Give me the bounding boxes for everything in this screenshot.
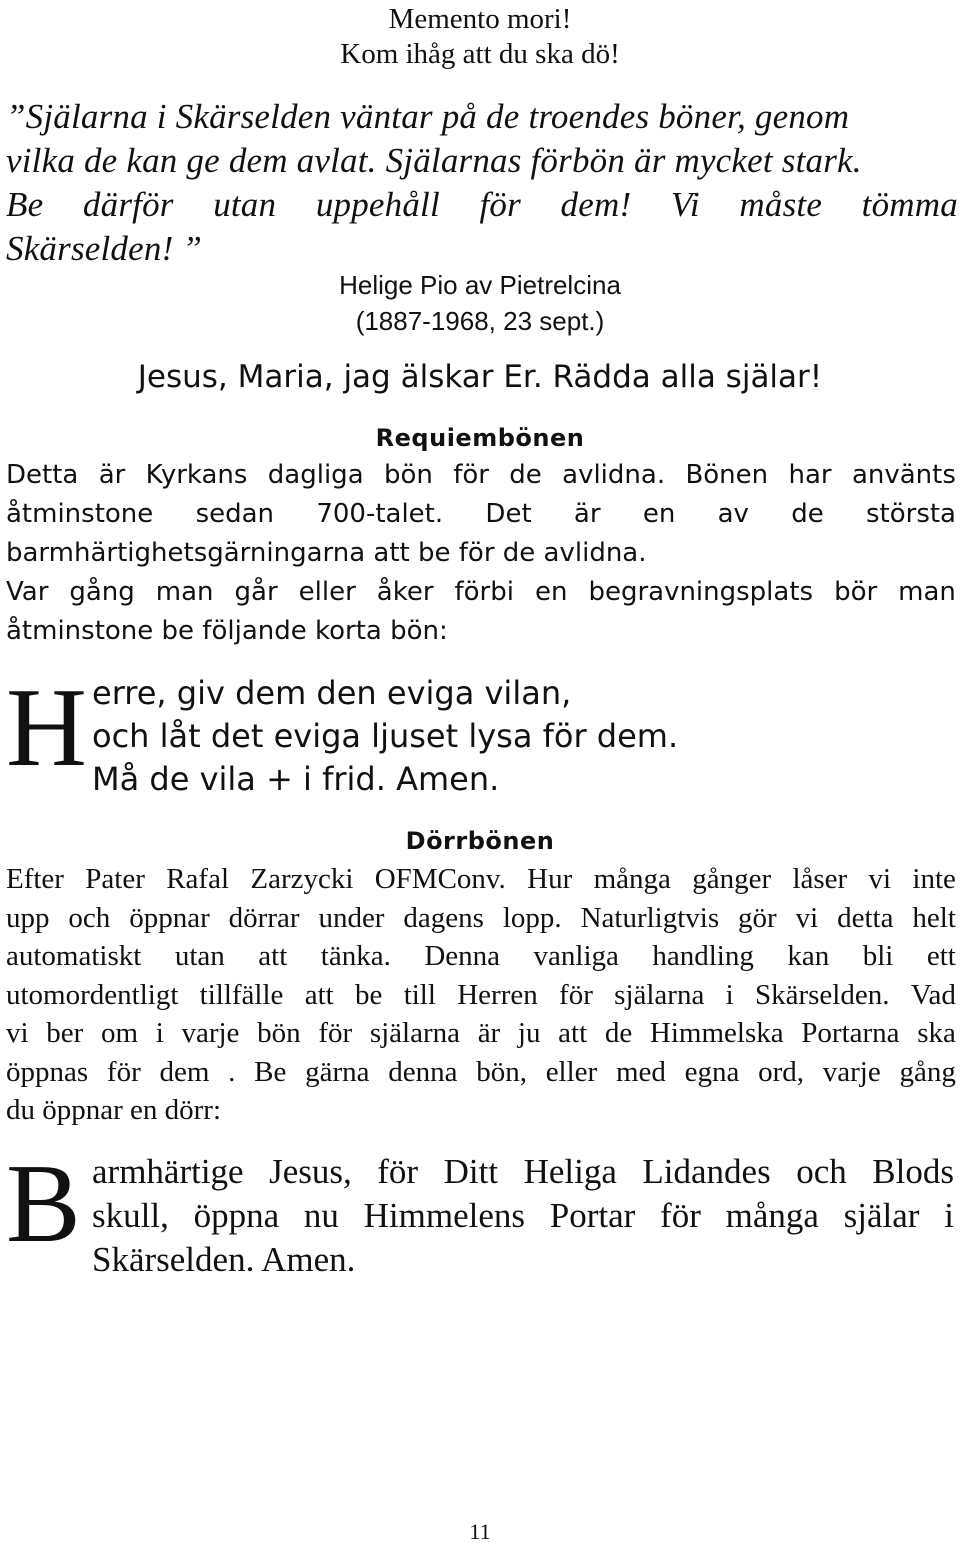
word: gånger <box>692 863 772 895</box>
word: har <box>788 460 832 490</box>
word: Rafal <box>166 863 230 895</box>
word: nu <box>303 1196 339 1235</box>
word: ska <box>917 1017 956 1049</box>
word: upp <box>6 901 50 934</box>
door-line <box>6 860 956 899</box>
word: handling <box>652 940 754 972</box>
word: tänka. <box>320 940 391 972</box>
word: största <box>865 499 956 529</box>
door-line-last: du öppnar en dörr: <box>6 1094 222 1126</box>
word: själar <box>843 1196 920 1235</box>
word: att <box>304 978 334 1011</box>
word: . <box>228 1055 236 1088</box>
word: Himmelens <box>363 1196 525 1235</box>
word: man <box>155 577 214 607</box>
word: ju <box>517 1017 541 1049</box>
requiem-line-3: barmhärtighetsgärningarna att be för de avlidna. <box>6 538 647 568</box>
word: Portar <box>549 1196 636 1235</box>
door-line <box>6 976 956 1015</box>
quote-dates: (1887-1968, 23 sept.) <box>355 306 605 336</box>
word: begravningsplats <box>588 577 814 607</box>
word: Efter <box>6 863 64 895</box>
word: Det <box>485 499 532 529</box>
word: varje <box>181 1017 240 1049</box>
door-line <box>6 1014 956 1053</box>
word: själarna <box>614 978 705 1011</box>
memento-line: Memento mori! <box>388 3 572 35</box>
word: Bönen <box>685 460 769 490</box>
word: de <box>509 460 542 490</box>
word: många <box>725 1196 819 1235</box>
memento-header <box>0 2 960 72</box>
door-prayer-line-last: Skärselden. Amen. <box>92 1240 356 1279</box>
word: åtminstone <box>6 499 154 529</box>
word: i <box>155 1017 164 1049</box>
word: eller <box>545 1055 598 1088</box>
word: en <box>534 577 568 607</box>
word: för <box>479 185 521 224</box>
pio-quote <box>6 95 958 271</box>
word: om <box>100 1017 139 1049</box>
word: Ditt <box>443 1152 499 1191</box>
word: Skärselden. <box>754 978 890 1011</box>
door-prayer <box>92 1150 954 1282</box>
word: Lidandes <box>642 1152 771 1191</box>
word: gång <box>899 1055 956 1088</box>
word: många <box>593 863 671 895</box>
word: utan <box>213 185 277 224</box>
word: är <box>477 1017 501 1049</box>
requiem-intro <box>6 456 956 651</box>
word: till <box>403 978 436 1011</box>
word: gör <box>738 901 777 934</box>
word: att <box>558 1017 588 1049</box>
word: Vad <box>910 978 956 1011</box>
word: i <box>944 1196 954 1235</box>
jesus-maria-exclamation: Jesus, Maria, jag älskar Er. Rädda alla själar! <box>137 359 823 395</box>
word: måste <box>739 185 823 224</box>
word: ett <box>926 940 956 972</box>
word: för <box>106 1055 141 1088</box>
word: vanliga <box>533 940 619 972</box>
door-intro <box>6 860 956 1130</box>
word: denna <box>388 1055 458 1088</box>
drop-cap-b: B <box>6 1142 81 1266</box>
drop-cap-h: H <box>6 666 87 790</box>
word: uppehåll <box>315 185 440 224</box>
requiem-line-2 <box>6 495 956 534</box>
word: vi <box>868 863 892 895</box>
memento-subline: Kom ihåg att du ska dö! <box>340 38 620 70</box>
word: bli <box>862 940 894 972</box>
word: Jesus, <box>269 1152 352 1191</box>
word: varje <box>822 1055 881 1088</box>
requiem-line-1 <box>6 456 956 495</box>
word: skull, <box>92 1196 169 1235</box>
word: åker <box>376 577 434 607</box>
word: Zarzycki <box>250 863 354 895</box>
word: de <box>791 499 824 529</box>
word: låser <box>792 863 848 895</box>
door-prayer-line <box>92 1194 954 1238</box>
word: ber <box>46 1017 84 1049</box>
word: armhärtige <box>92 1152 244 1191</box>
word: dörrar <box>228 901 300 934</box>
door-prayer-heading: Dörrbönen <box>405 827 555 855</box>
word: och <box>68 901 111 934</box>
word: dagens <box>403 901 484 934</box>
word: kan <box>787 940 830 972</box>
word: dem! <box>560 185 632 224</box>
word: bön <box>383 460 433 490</box>
word: gång <box>69 577 135 607</box>
requiem-heading: Requiembönen <box>375 424 585 452</box>
word: för <box>453 460 489 490</box>
word: Himmelska <box>649 1017 784 1049</box>
word: dagliga <box>267 460 364 490</box>
word: man <box>898 577 956 607</box>
word: Denna <box>424 940 501 972</box>
quote-line: Skärselden! ” <box>6 229 203 268</box>
word: egna <box>684 1055 740 1088</box>
word: sedan <box>195 499 275 529</box>
word: Pater <box>85 863 145 895</box>
word: bör <box>834 577 878 607</box>
word: detta <box>837 901 894 934</box>
requiem-line-4 <box>6 573 956 612</box>
word: öppnar <box>129 901 210 934</box>
word: av <box>717 499 749 529</box>
quote-line: vilka de kan ge dem avlat. Själarnas förbön är mycket stark. <box>6 141 862 180</box>
requiem-line-5: åtminstone be följande korta bön: <box>6 616 448 646</box>
word: automatiskt <box>6 940 142 972</box>
word: därför <box>82 185 174 224</box>
word: vi <box>795 901 819 934</box>
word: bön, <box>476 1055 527 1088</box>
word: med <box>615 1055 666 1088</box>
word: använts <box>851 460 956 490</box>
word: Portarna <box>801 1017 900 1049</box>
word: avlidna. <box>562 460 666 490</box>
word: tillfälle <box>199 978 284 1011</box>
word: för <box>318 1017 353 1049</box>
word: förbi <box>454 577 514 607</box>
word: Detta <box>6 460 79 490</box>
quote-attribution <box>0 267 960 339</box>
word: Vi <box>670 185 700 224</box>
requiem-prayer <box>92 672 952 801</box>
word: de <box>604 1017 633 1049</box>
quote-line: ”Själarna i Skärselden väntar på de troendes böner, genom <box>6 97 850 136</box>
word: är <box>98 460 126 490</box>
word: 700-talet. <box>316 499 444 529</box>
word: Naturligtvis <box>580 901 720 934</box>
word: att <box>258 940 288 972</box>
word: eller <box>298 577 356 607</box>
page-number: 11 <box>469 1519 491 1544</box>
door-line <box>6 937 956 976</box>
word: ord, <box>758 1055 805 1088</box>
word: inte <box>912 863 956 895</box>
word: och <box>796 1152 847 1191</box>
word: Be <box>6 185 44 224</box>
door-line <box>6 1053 956 1092</box>
word: öppna <box>193 1196 280 1235</box>
word: för <box>660 1196 701 1235</box>
word: Heliga <box>523 1152 617 1191</box>
word: öppnas <box>6 1055 89 1088</box>
word: bön <box>257 1017 301 1049</box>
word: be <box>355 978 383 1011</box>
word: dem <box>159 1055 210 1088</box>
door-prayer-line <box>92 1150 954 1194</box>
word: tömma <box>861 185 958 224</box>
prayer-line: och låt det eviga ljuset lysa för dem. <box>92 717 679 755</box>
quote-line-justified <box>6 183 958 227</box>
prayer-line: erre, giv dem den eviga vilan, <box>92 674 572 712</box>
word: utan <box>174 940 225 972</box>
word: utomordentligt <box>6 978 179 1011</box>
word: i <box>725 978 734 1011</box>
word: Herren <box>457 978 538 1011</box>
word: OFMConv. <box>374 863 506 895</box>
word: för <box>559 978 593 1011</box>
word: gärna <box>305 1055 370 1088</box>
word: lopp. <box>502 901 562 934</box>
word: Var <box>6 577 49 607</box>
word: helt <box>912 901 956 934</box>
word: för <box>377 1152 419 1191</box>
word: Kyrkans <box>145 460 248 490</box>
word: Be <box>254 1055 287 1088</box>
word: går <box>234 577 278 607</box>
word: en <box>642 499 676 529</box>
word: Hur <box>527 863 573 895</box>
quote-author: Helige Pio av Pietrelcina <box>339 270 621 300</box>
word: Blods <box>872 1152 954 1191</box>
door-line <box>6 899 956 938</box>
word: vi <box>6 1017 29 1049</box>
word: är <box>573 499 601 529</box>
word: under <box>318 901 385 934</box>
prayer-line: Må de vila + i frid. Amen. <box>92 760 500 798</box>
word: själarna <box>369 1017 460 1049</box>
